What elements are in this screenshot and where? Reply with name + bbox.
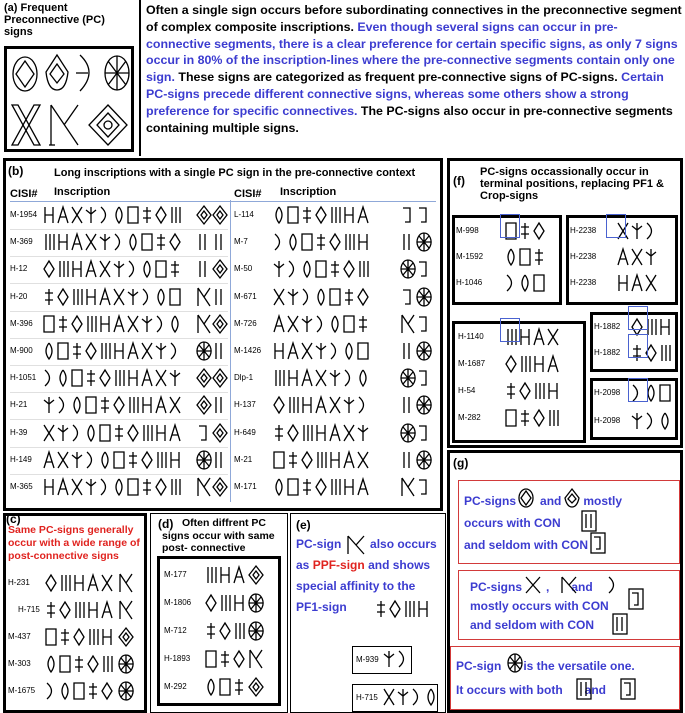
row-divider xyxy=(10,392,228,393)
cisi-id: M-7 xyxy=(234,237,248,247)
inscription-sign-sequence xyxy=(42,204,182,226)
pc-sign xyxy=(248,620,264,642)
inscription-sign-sequence xyxy=(272,231,370,253)
inscription-sign-sequence xyxy=(504,272,546,294)
cisi-id: H-21 xyxy=(10,400,28,410)
row-divider xyxy=(10,256,228,257)
pc-sign xyxy=(400,258,416,280)
pc-sign xyxy=(212,422,228,444)
cisi-id: M-1687 xyxy=(458,359,486,368)
pc-sign xyxy=(196,258,212,280)
hook-con-sign xyxy=(620,678,636,700)
cisi-id: H-1140 xyxy=(458,332,484,341)
cisi-id: M-396 xyxy=(10,318,33,328)
panel-d-label: (d) xyxy=(158,517,174,531)
pc-sign xyxy=(212,449,228,471)
pc-sign xyxy=(196,340,212,362)
pc-sign xyxy=(400,422,416,444)
eight-spoke-circle-sign xyxy=(102,52,132,94)
inscription-sign-sequence xyxy=(272,367,370,389)
cisi-id: H-2098 xyxy=(594,388,621,397)
cisi-id: M-171 xyxy=(234,482,257,491)
highlight-box xyxy=(500,214,520,238)
pc-sign xyxy=(416,258,432,280)
cisi-id: M-177 xyxy=(164,570,187,579)
panel-e-label: (e) xyxy=(296,518,311,532)
pc-sign xyxy=(248,676,264,698)
cisi-id: H-54 xyxy=(458,386,476,395)
inscription-sign-sequence xyxy=(272,204,370,226)
panel-g-box3-text: PC-sign is the versatile one. It occurs with both and xyxy=(456,659,635,697)
panel-c-label: (c) xyxy=(6,512,21,526)
highlight-box xyxy=(628,378,648,402)
inscription-sign-sequence xyxy=(44,653,114,675)
inscription-sign-sequence xyxy=(42,394,182,416)
pc-sign xyxy=(196,449,212,471)
inscription-sign-sequence xyxy=(616,246,658,268)
panel-c-text: Same PC-signs generally occur with a wide range of post-connective signs xyxy=(8,524,140,562)
inscription-sign-sequence xyxy=(42,258,182,280)
inscription-sign-sequence xyxy=(42,286,182,308)
cisi-id: H-1893 xyxy=(164,654,191,663)
diamond-sign xyxy=(42,52,72,94)
ppf-sign-text: PPF-sign xyxy=(312,558,365,572)
pc-sign xyxy=(212,286,228,308)
double-stroke-con-sign xyxy=(612,613,628,635)
pc-sign xyxy=(248,564,264,586)
cisi-id: M-900 xyxy=(10,346,33,355)
pc-sign xyxy=(212,340,228,362)
intro-text xyxy=(146,2,682,136)
panel-a xyxy=(0,0,138,156)
divider-a xyxy=(139,0,141,156)
cisi-id: H-2238 xyxy=(570,278,597,287)
inscription-sign-sequence xyxy=(204,564,246,586)
cisi-id: H-137 xyxy=(234,400,256,410)
panel-b-col-cisi-left: CISI# xyxy=(10,188,38,200)
pc-sign xyxy=(400,313,416,335)
pc-sign xyxy=(196,231,212,253)
inscription-sign-sequence xyxy=(42,367,182,389)
pc-sign xyxy=(416,422,432,444)
pc-sign xyxy=(416,367,432,389)
pc-sign xyxy=(416,476,432,498)
cisi-id: H-715 xyxy=(18,605,40,614)
pc-sign xyxy=(400,476,416,498)
cisi-id: H-149 xyxy=(10,454,32,464)
inscription-sign-sequence xyxy=(504,380,560,402)
inscription-sign-sequence xyxy=(504,246,546,268)
panel-b-title: Long inscriptions with a single PC sign in the pre-connective context xyxy=(54,167,416,179)
inscription-sign-sequence xyxy=(374,598,430,620)
intro-p5: The PC-signs also occur in pre-connective segments containing multiple signs. xyxy=(146,103,673,135)
cisi-id: H-231 xyxy=(8,578,30,587)
cisi-id: M-998 xyxy=(456,226,479,235)
pc-sign xyxy=(400,449,416,471)
pc-sign xyxy=(212,367,228,389)
pc-sign xyxy=(118,572,134,594)
cisi-id: H-715 xyxy=(356,693,378,702)
highlight-box xyxy=(500,318,520,342)
panel-b-col-inscription-left: Inscription xyxy=(54,186,111,198)
cisi-id: H-1882 xyxy=(594,322,621,331)
cisi-id: H-649 xyxy=(234,427,256,437)
panel-g-box2-text: PC-signs , and mostly occurs with CON and seldom with CON xyxy=(470,580,609,632)
pc-sign xyxy=(118,599,134,621)
panel-b-col-cisi-right: CISI# xyxy=(234,188,262,200)
cisi-id: H-1051 xyxy=(10,373,37,383)
hook-con-sign xyxy=(628,588,644,610)
pc-sign xyxy=(196,313,212,335)
intro-p4: Certain PC-signs precede different connective signs, whereas some others show a strong preference for specific connectives. xyxy=(146,70,664,118)
pc-sign xyxy=(416,394,432,416)
cisi-id: H-12 xyxy=(10,264,28,274)
inscription-sign-sequence xyxy=(272,340,370,362)
cisi-id: M-365 xyxy=(10,482,33,491)
eight-spoke-circle-sign xyxy=(506,652,524,674)
inscription-sign-sequence xyxy=(44,572,114,594)
inscription-sign-sequence xyxy=(504,353,560,375)
cisi-id: H-1882 xyxy=(594,348,621,357)
pc-sign xyxy=(400,367,416,389)
diamond-in-circle-sign xyxy=(517,487,535,509)
panel-b-label: (b) xyxy=(8,164,24,178)
cisi-id: M-712 xyxy=(164,626,187,635)
pc-sign xyxy=(416,449,432,471)
pc-sign xyxy=(416,204,432,226)
panel-f-text: PC-signs occassionally occur in terminal positions, replacing PF1 & Crop-signs xyxy=(480,166,664,202)
diamond-in-circle-sign xyxy=(10,52,40,94)
pc-sign xyxy=(400,204,416,226)
pc-sign xyxy=(212,476,228,498)
inscription-sign-sequence xyxy=(42,422,182,444)
inscription-sign-sequence xyxy=(272,476,370,498)
pc-sign xyxy=(118,653,134,675)
highlight-box xyxy=(628,334,648,358)
intro-p2: Even though several signs can occur in pre-connective segments, there is a clear preference for certain specific signs, as only 7 signs occur in 80% of the inscription-lines where the pre-connective segments contain only one sign. xyxy=(146,19,678,85)
inscription-sign-sequence xyxy=(272,422,370,444)
cisi-id: M-939 xyxy=(356,655,379,664)
inscription-sign-sequence xyxy=(204,648,246,670)
cisi-id: H-2238 xyxy=(570,252,597,261)
highlight-box xyxy=(628,306,648,330)
row-divider xyxy=(10,365,228,366)
cisi-id: H-1046 xyxy=(456,278,483,287)
cisi-id: M-369 xyxy=(10,237,33,247)
cisi-id: H-39 xyxy=(10,427,28,437)
inscription-sign-sequence xyxy=(44,626,114,648)
inscription-sign-sequence xyxy=(42,231,182,253)
row-divider xyxy=(10,447,228,448)
inscription-sign-sequence xyxy=(44,599,114,621)
inscription-sign-sequence xyxy=(42,340,182,362)
pc-sign xyxy=(416,340,432,362)
row-divider xyxy=(10,283,228,284)
panel-a-title: (a) Frequent Preconnective (PC) signs xyxy=(4,2,105,38)
pc-sign xyxy=(212,394,228,416)
cisi-id: M-1426 xyxy=(234,346,262,355)
pc-sign xyxy=(212,231,228,253)
pc-sign xyxy=(400,286,416,308)
row-divider xyxy=(10,474,228,475)
cisi-id: M-1592 xyxy=(456,252,484,261)
panel-g-label: (g) xyxy=(453,456,469,470)
cisi-id: M-1806 xyxy=(164,598,192,607)
cisi-id: H-20 xyxy=(10,291,28,301)
cisi-id: M-303 xyxy=(8,659,31,668)
cisi-id: M-437 xyxy=(8,632,31,641)
inscription-sign-sequence xyxy=(272,394,370,416)
row-divider xyxy=(10,419,228,420)
inscription-sign-sequence xyxy=(42,313,182,335)
pc-sign xyxy=(416,313,432,335)
highlight-box xyxy=(606,214,626,238)
double-stroke-con-sign xyxy=(581,510,597,532)
pc-sign xyxy=(400,394,416,416)
inscription-sign-sequence xyxy=(382,648,410,670)
intro-p1: Often a single sign occurs before subordinating connectives in the preconnective segment of complex composite inscriptions. xyxy=(146,3,682,34)
cisi-id: M-1954 xyxy=(10,210,38,219)
inscription-sign-sequence xyxy=(504,407,560,429)
pc-sign xyxy=(118,626,134,648)
pc-sign xyxy=(400,340,416,362)
cisi-id: L-114 xyxy=(234,210,254,219)
pc-sign xyxy=(248,648,264,670)
cisi-id: M-726 xyxy=(234,318,257,328)
ornate-diamond-sign xyxy=(86,102,130,148)
inscription-sign-sequence xyxy=(44,680,114,702)
inscription-sign-sequence xyxy=(272,286,370,308)
pc-sign xyxy=(416,286,432,308)
cisi-id: M-1675 xyxy=(8,686,36,695)
inscription-sign-sequence xyxy=(630,410,672,432)
inscription-sign-sequence xyxy=(204,592,246,614)
arc-sign xyxy=(606,575,618,595)
pc-sign xyxy=(196,422,212,444)
pc-sign xyxy=(212,313,228,335)
row-divider xyxy=(10,229,228,230)
row-divider xyxy=(10,311,228,312)
inscription-sign-sequence xyxy=(272,449,370,471)
inscription-sign-sequence xyxy=(272,258,370,280)
cisi-id: M-292 xyxy=(164,682,187,691)
x-stroke-sign xyxy=(8,102,44,148)
pc-sign xyxy=(196,394,212,416)
panel-b-center-line xyxy=(230,200,231,502)
inscription-sign-sequence xyxy=(616,272,658,294)
panel-e-text: PC-sign also occurs as PPF-sign and shows special affinity to the PF1-sign xyxy=(296,537,437,614)
cisi-id: H-2238 xyxy=(570,226,597,235)
cisi-id: M-282 xyxy=(458,413,481,422)
pc-sign xyxy=(196,367,212,389)
inscription-sign-sequence xyxy=(204,620,246,642)
bent-x-sign xyxy=(560,575,578,595)
panel-f-label: (f) xyxy=(453,174,465,188)
pc-sign xyxy=(248,592,264,614)
pc-sign xyxy=(212,204,228,226)
pc-sign xyxy=(212,258,228,280)
pc-sign xyxy=(400,231,416,253)
cisi-id: M-21 xyxy=(234,454,253,464)
row-divider xyxy=(10,338,228,339)
pc-sign xyxy=(118,680,134,702)
cisi-id: Dlp-1 xyxy=(234,373,254,383)
cisi-id: H-2098 xyxy=(594,416,621,425)
cisi-id: M-671 xyxy=(234,291,257,301)
panel-g-box1-text: PC-signs and mostly occurs with CON and seldom with CON xyxy=(464,494,623,552)
double-stroke-con-sign xyxy=(576,678,592,700)
panel-b-header-line xyxy=(10,201,436,202)
bent-x-sign xyxy=(46,102,82,148)
cisi-id: M-50 xyxy=(234,264,253,274)
inscription-sign-sequence xyxy=(382,686,438,708)
x-stroke-sign xyxy=(524,575,542,595)
inscription-sign-sequence xyxy=(42,476,182,498)
panel-d-text: Often diffrent PC signs occur with same post- connective xyxy=(162,517,275,554)
pc-sign xyxy=(196,286,212,308)
panel-b-col-inscription-right: Inscription xyxy=(280,186,337,198)
pc-sign xyxy=(196,204,212,226)
pc-sign xyxy=(416,231,432,253)
arc-sign xyxy=(74,52,100,94)
inscription-sign-sequence xyxy=(272,313,370,335)
diamond-sign xyxy=(563,487,581,509)
pc-sign xyxy=(196,476,212,498)
inscription-sign-sequence xyxy=(204,676,246,698)
hook-con-sign xyxy=(590,532,606,554)
inscription-sign-sequence xyxy=(42,449,182,471)
intro-p3: These signs are categorized as frequent pre-connective signs of PC-signs. xyxy=(178,70,618,85)
bent-x-sign xyxy=(345,534,367,556)
